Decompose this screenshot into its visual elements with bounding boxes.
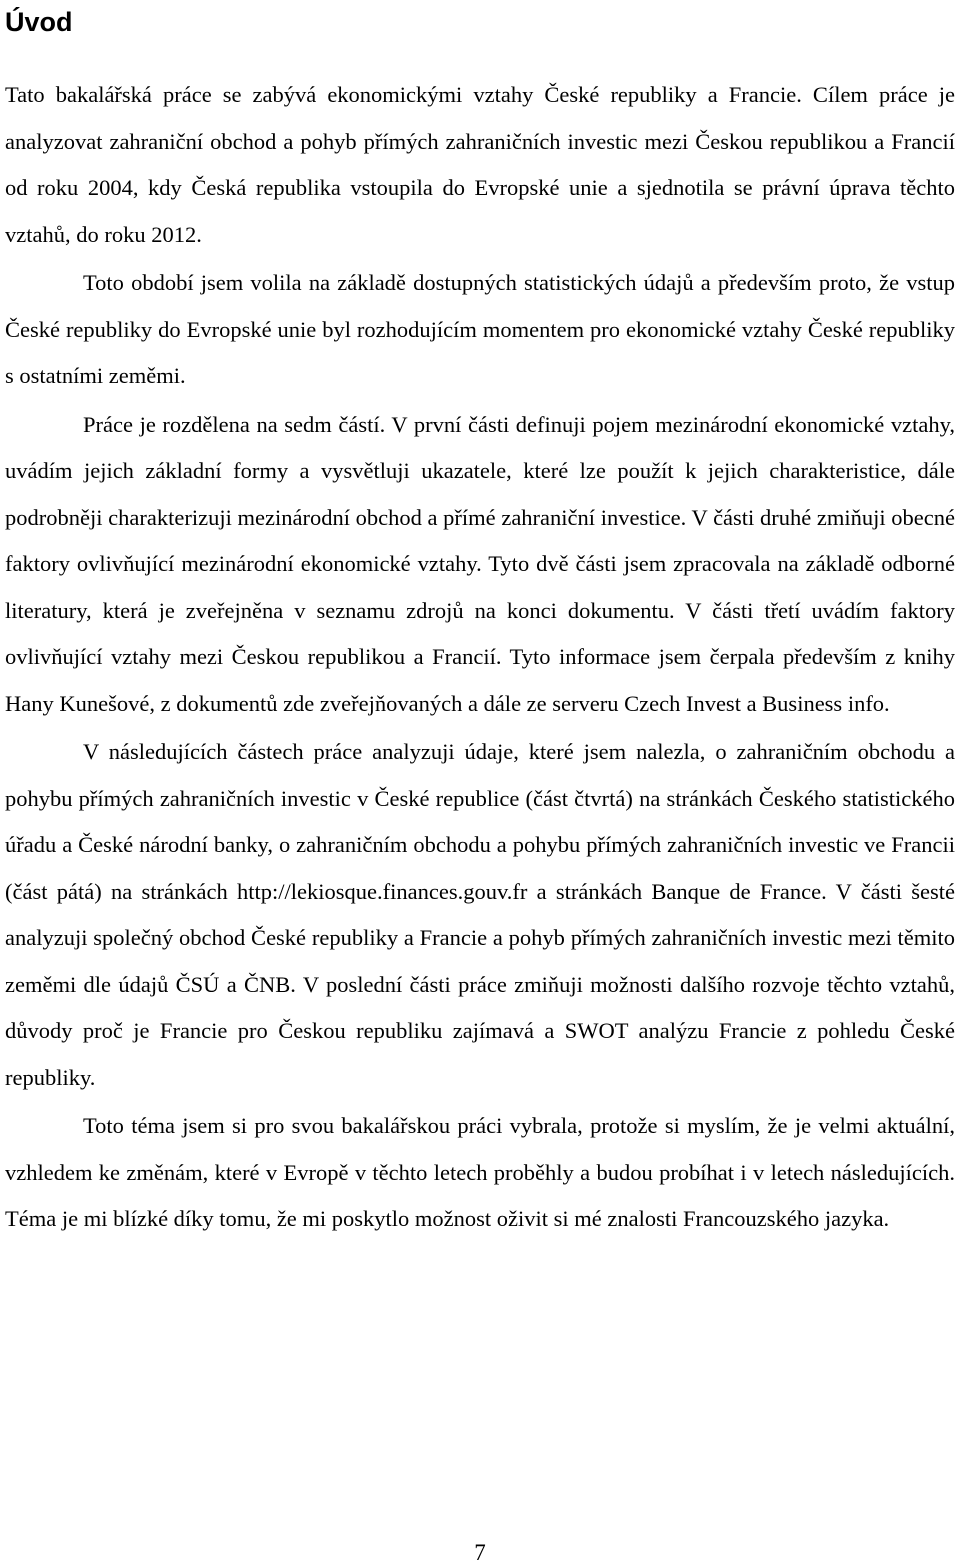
- paragraph-4: V následujících částech práce analyzuji údaje, které jsem nalezla, o zahraničním obchodu a pohybu přímých zahraničních investic v České republice (část čtvrtá) na stránkách Českého statistického úřadu a České národní banky, o zahraničním obchodu a pohybu přímých zahraničních investic ve Francii (část pátá) na stránkách http://lekiosque.finances.gouv.fr a stránkách Banque de France. V části šesté analyzuji společný obchod České republiky a Francie a pohyb přímých zahraničních investic mezi těmito zeměmi dle údajů ČSÚ a ČNB. V poslední části práce zmiňuji možnosti dalšího rozvoje těchto vztahů, důvody proč je Francie pro Českou republiku zajímavá a SWOT analýzu Francie z pohledu České republiky.: [5, 739, 955, 1090]
- paragraph-1: Tato bakalářská práce se zabývá ekonomickými vztahy České republiky a Francie. Cílem práce je analyzovat zahraniční obchod a pohyb přímých zahraničních investic mezi Českou republikou a Francií od roku 2004, kdy Česká republika vstoupila do Evropské unie a sjednotila se právní úprava těchto vztahů, do roku 2012.: [5, 82, 955, 247]
- paragraph-2: Toto období jsem volila na základě dostupných statistických údajů a především proto, že vstup České republiky do Evropské unie byl rozhodujícím momentem pro ekonomické vztahy České republiky s ostatními zeměmi.: [5, 270, 955, 388]
- page-number: 7: [474, 1540, 486, 1565]
- paragraph-5: Toto téma jsem si pro svou bakalářskou práci vybrala, protože si myslím, že je velmi aktuální, vzhledem ke změnám, které v Evropě v těchto letech proběhly a budou probíhat i v letech následujících. Téma je mi blízké díky tomu, že mi poskytlo možnost oživit si mé znalosti Francouzského jazyka.: [5, 1113, 955, 1231]
- paragraph-3: Práce je rozdělena na sedm částí. V první části definuji pojem mezinárodní ekonomické vztahy, uvádím jejich základní formy a vysvětluji ukazatele, které lze použít k jejich charakteristice, dále podrobněji charakterizuji mezinárodní obchod a přímé zahraniční investice. V části druhé zmiňuji obecné faktory ovlivňující mezinárodní ekonomické vztahy. Tyto dvě části jsem zpracovala na základě odborné literatury, která je zveřejněna v seznamu zdrojů na konci dokumentu. V části třetí uvádím faktory ovlivňující vztahy mezi Českou republikou a Francií. Tyto informace jsem čerpala především z knihy Hany Kunešové, z dokumentů zde zveřejňovaných a dále ze serveru Czech Invest a Business info.: [5, 411, 955, 716]
- document-page: [5, 0, 955, 1245]
- section-heading: Úvod: [5, 7, 73, 37]
